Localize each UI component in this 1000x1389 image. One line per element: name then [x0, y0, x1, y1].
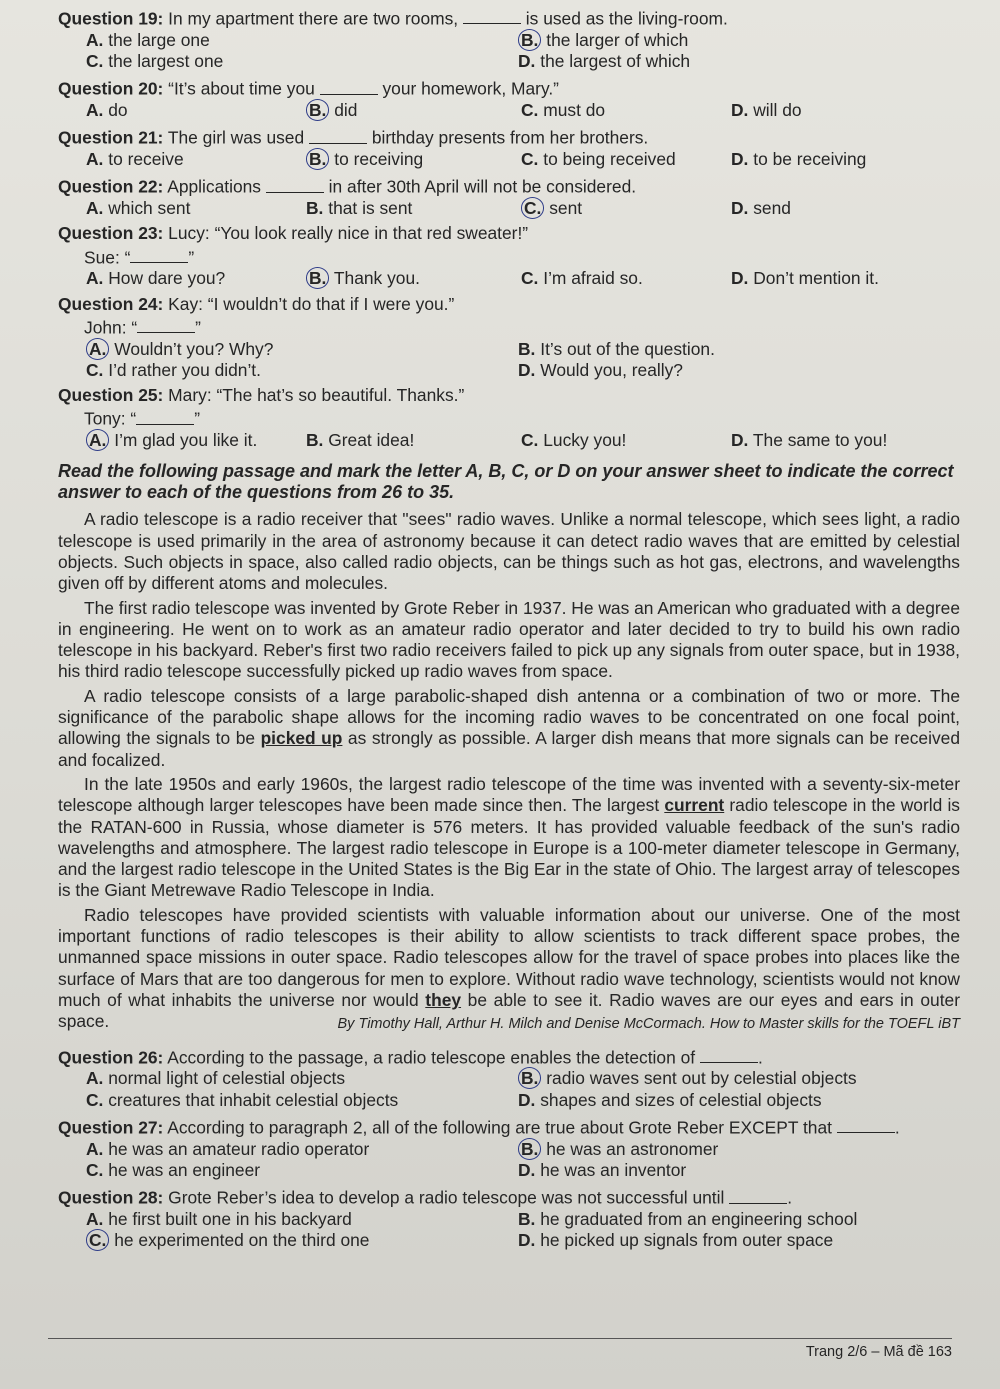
- answer-options: [58, 100, 960, 121]
- answer-option-d[interactable]: [518, 51, 948, 72]
- option-text: did: [329, 99, 358, 120]
- question-text-end: .: [757, 1047, 763, 1068]
- speaker-label: Tony: “: [84, 408, 137, 429]
- option-letter: D.: [518, 50, 536, 71]
- answer-option-a[interactable]: [86, 149, 306, 170]
- passage-source: By Timothy Hall, Arthur H. Milch and Denise McCormach. How to Master skills for the TOEFL iBT: [337, 1015, 960, 1032]
- question: [58, 385, 960, 451]
- question: [58, 6, 960, 72]
- question: [58, 1045, 960, 1111]
- question: [58, 125, 960, 170]
- option-text: It’s out of the question.: [535, 338, 715, 359]
- option-text: to be receiving: [748, 148, 867, 169]
- passage-paragraph: A radio telescope is a radio receiver that "sees" radio waves. Unlike a normal telescope, which sees light, a radio telescope is used primarily in the area of astronomy because it can detect radio waves that are emitted by celestial objects. Such objects in space, also called radio objects, can be things such as hot gas, electrons, and wavelengths given off by different atoms and molecules.: [58, 509, 960, 594]
- answer-option-d[interactable]: [731, 100, 946, 121]
- question: [58, 174, 960, 219]
- option-letter: D.: [518, 1160, 536, 1181]
- question-text: The girl was used: [163, 127, 309, 148]
- question-stem: [58, 1185, 960, 1209]
- answer-option-c[interactable]: [86, 1090, 518, 1111]
- paragraph-text: In the late 1950s and early 1960s, the largest radio telescope of the time was invented with a seventy-six-meter telescope although larger telescopes have been made since then. The largest: [58, 773, 960, 816]
- question-text-end: .: [894, 1117, 900, 1138]
- answer-option-d[interactable]: [731, 430, 946, 451]
- option-letter: D.: [731, 268, 749, 289]
- question-text: Kay: “I wouldn’t do that if I were you.”: [163, 293, 455, 314]
- option-letter: A.: [86, 1209, 104, 1230]
- question: [58, 294, 960, 382]
- option-letter: C.: [86, 50, 104, 71]
- option-text: I’m glad you like it.: [109, 430, 258, 451]
- answer-blank: [130, 245, 188, 263]
- question-number: Question 23:: [58, 223, 164, 244]
- question-text: Grote Reber’s idea to develop a radio telescope was not successful until: [163, 1187, 730, 1208]
- option-text: creatures that inhabit celestial objects: [103, 1089, 399, 1110]
- option-letter: A.: [86, 429, 109, 451]
- question-text-end: in after 30th April will not be considered.: [323, 176, 637, 197]
- question-text-end: .: [787, 1187, 793, 1208]
- answer-option-a[interactable]: [86, 1139, 518, 1160]
- option-letter: B.: [306, 148, 329, 170]
- option-letter: D.: [518, 359, 536, 380]
- answer-options: [58, 149, 960, 170]
- question-number: Question 25:: [58, 385, 164, 406]
- answer-option-b[interactable]: [306, 430, 521, 451]
- question: [58, 1115, 960, 1181]
- highlighted-word: picked up: [260, 728, 343, 749]
- option-letter: A.: [86, 99, 104, 120]
- question-text: “It’s about time you: [163, 78, 320, 99]
- paragraph-text: radio telescope in the world is the RATAN-600 in Russia, whose diameter is 576 meters. It has provided valuable feedback of the sun's radio wavelengths and atmosphere. The largest radio telescope in Europe is a 100-meter diameter telescope in Germany, and the largest radio telescope in the United States is the Big Ear in the state of Ohio. The largest array of telescopes is the Giant Metrewave Radio Telescope in India.: [58, 795, 960, 901]
- option-letter: A.: [86, 1068, 104, 1089]
- answer-option-a[interactable]: [86, 430, 306, 451]
- option-letter: D.: [731, 197, 749, 218]
- answer-option-d[interactable]: [731, 268, 946, 289]
- questions-26-28: [58, 1045, 960, 1252]
- option-text: the largest of which: [535, 50, 691, 71]
- answer-option-b[interactable]: [518, 1068, 948, 1089]
- question-text: Applications: [163, 176, 266, 197]
- question: [58, 223, 960, 289]
- option-letter: A.: [86, 338, 109, 360]
- reading-passage: [58, 509, 960, 1032]
- answer-option-a[interactable]: [86, 339, 518, 360]
- question-text: Lucy: “You look really nice in that red sweater!”: [163, 223, 529, 244]
- answer-option-c[interactable]: [86, 360, 518, 381]
- answer-blank: [320, 76, 378, 94]
- option-text: shapes and sizes of celestial objects: [535, 1089, 822, 1110]
- answer-option-c[interactable]: [86, 51, 518, 72]
- option-text: I’m afraid so.: [538, 268, 643, 289]
- question-stem: [58, 223, 960, 244]
- answer-option-d[interactable]: [731, 149, 946, 170]
- question-text: Mary: “The hat’s so beautiful. Thanks.”: [163, 385, 465, 406]
- answer-options: [58, 1209, 960, 1252]
- answer-option-d[interactable]: [518, 1230, 948, 1251]
- answer-options: [58, 268, 960, 289]
- answer-option-c[interactable]: [86, 1230, 518, 1251]
- answer-blank: [837, 1115, 895, 1133]
- answer-option-b[interactable]: [306, 149, 521, 170]
- option-text: radio waves sent out by celestial objects: [541, 1068, 857, 1089]
- page-footer: Trang 2/6 – Mã đề 163: [48, 1338, 952, 1363]
- question-stem: [58, 125, 960, 149]
- question-text: In my apartment there are two rooms,: [163, 8, 463, 29]
- answer-option-c[interactable]: [521, 430, 731, 451]
- answer-options: [58, 1068, 960, 1111]
- question-text-end: birthday presents from her brothers.: [366, 127, 649, 148]
- option-text: he graduated from an engineering school: [535, 1209, 858, 1230]
- question-number: Question 21:: [58, 127, 164, 148]
- passage-paragraph: [58, 774, 960, 902]
- option-letter: B.: [306, 267, 329, 289]
- option-letter: C.: [86, 1229, 109, 1251]
- response-line: [58, 245, 960, 269]
- answer-option-a[interactable]: [86, 1209, 518, 1230]
- option-letter: B.: [306, 99, 329, 121]
- answer-blank: [136, 406, 194, 424]
- option-letter: C.: [521, 268, 539, 289]
- option-text: to receiving: [329, 148, 424, 169]
- question-text-end: is used as the living-room.: [520, 8, 728, 29]
- option-letter: D.: [731, 430, 749, 451]
- speaker-label: Sue: “: [84, 246, 131, 267]
- answer-option-c[interactable]: [521, 198, 731, 219]
- highlighted-word: they: [425, 989, 462, 1010]
- question-number: Question 19:: [58, 8, 164, 29]
- question-stem: [58, 6, 960, 30]
- option-letter: B.: [518, 29, 541, 51]
- question-stem: [58, 294, 960, 315]
- answer-blank: [137, 315, 195, 333]
- option-letter: B.: [518, 1138, 541, 1160]
- answer-option-c[interactable]: [521, 100, 731, 121]
- answer-options: [58, 1139, 960, 1182]
- answer-options: [58, 339, 960, 382]
- option-letter: C.: [521, 148, 539, 169]
- answer-blank: [309, 125, 367, 143]
- option-text: the larger of which: [541, 29, 689, 50]
- paragraph-text: Radio telescopes have provided scientists with valuable information about our universe. One of the most important functions of radio telescopes is their ability to allow scientists to track different space probes, the unmanned space missions in outer space. Radio telescopes allow for the travel of space probes into places like the surface of Mars that are too dangerous for men to explore. Without radio wave technology, scientists would not know much of what inhabits the universe nor would: [58, 904, 960, 1010]
- passage-paragraph: [58, 686, 960, 771]
- answer-option-d[interactable]: [731, 198, 946, 219]
- question: [58, 76, 960, 121]
- option-letter: B.: [518, 1209, 536, 1230]
- option-text: How dare you?: [103, 268, 226, 289]
- highlighted-word: current: [664, 795, 725, 816]
- questions-19-25: [58, 6, 960, 451]
- reading-instruction: Read the following passage and mark the letter A, B, C, or D on your answer sheet to indicate the correct answer to each of the questions from 26 to 35.: [58, 461, 954, 503]
- option-text: Lucky you!: [538, 430, 627, 451]
- option-text: do: [103, 99, 128, 120]
- option-letter: C.: [521, 430, 539, 451]
- question-number: Question 24:: [58, 293, 164, 314]
- option-text: Would you, really?: [535, 359, 683, 380]
- answer-option-b[interactable]: [518, 30, 948, 51]
- option-text: Great idea!: [323, 430, 415, 451]
- option-text: to receive: [103, 148, 184, 169]
- answer-option-b[interactable]: [518, 1209, 948, 1230]
- paragraph-text: A radio telescope consists of a large parabolic-shaped dish antenna or a combination of two or more. The significance of the parabolic shape allows for the incoming radio waves to be concentrated on one focal point, allowing the signals to be: [58, 685, 960, 749]
- answer-option-a[interactable]: [86, 198, 306, 219]
- paragraph-text: be able to see it. Radio waves are our eyes and ears in outer space.: [58, 989, 960, 1032]
- option-letter: B.: [518, 1067, 541, 1089]
- question-number: Question 28:: [58, 1187, 164, 1208]
- answer-option-b[interactable]: [518, 339, 948, 360]
- passage-paragraph: The first radio telescope was invented by Grote Reber in 1937. He was an American who graduated with a degree in engineering. He went on to work as an amateur radio operator and later decided to try to build his own radio telescope in his backyard. Reber's first two radio receivers failed to pick up any signals from outer space, but in 1938, his third radio telescope successfully picked up radio waves from space.: [58, 597, 960, 682]
- option-text: which sent: [103, 197, 191, 218]
- question-stem: [58, 1115, 960, 1139]
- option-text: he was an astronomer: [541, 1138, 719, 1159]
- option-text: he experimented on the third one: [109, 1230, 370, 1251]
- speaker-quote-end: ”: [195, 317, 201, 338]
- answer-options: [58, 30, 960, 73]
- answer-option-a[interactable]: [86, 100, 306, 121]
- option-text: the largest one: [103, 50, 224, 71]
- answer-options: [58, 198, 960, 219]
- question-text: According to the passage, a radio telescope enables the detection of: [163, 1047, 700, 1068]
- speaker-label: John: “: [84, 317, 138, 338]
- option-letter: C.: [86, 1089, 104, 1110]
- option-letter: A.: [86, 1138, 104, 1159]
- option-text: he was an inventor: [535, 1160, 687, 1181]
- response-line: [58, 406, 960, 430]
- answer-option-b[interactable]: [306, 198, 521, 219]
- answer-option-d[interactable]: [518, 360, 948, 381]
- speaker-quote-end: ”: [188, 246, 195, 267]
- option-text: he picked up signals from outer space: [535, 1230, 834, 1251]
- option-letter: A.: [86, 148, 104, 169]
- option-letter: C.: [86, 1160, 104, 1181]
- response-line: [58, 315, 960, 339]
- answer-option-b[interactable]: [518, 1139, 948, 1160]
- answer-blank: [700, 1045, 758, 1063]
- answer-option-a[interactable]: [86, 1068, 518, 1089]
- answer-options: [58, 430, 960, 451]
- option-text: will do: [748, 99, 802, 120]
- answer-blank: [266, 174, 324, 192]
- answer-option-a[interactable]: [86, 268, 306, 289]
- answer-option-b[interactable]: [306, 100, 521, 121]
- option-letter: B.: [306, 197, 324, 218]
- option-letter: A.: [86, 268, 104, 289]
- question-text-end: your homework, Mary.”: [377, 78, 559, 99]
- question-stem: [58, 385, 960, 406]
- answer-option-c[interactable]: [86, 1160, 518, 1181]
- option-text: to being received: [538, 148, 676, 169]
- option-letter: C.: [521, 197, 544, 219]
- option-text: Don’t mention it.: [748, 268, 879, 289]
- option-text: that is sent: [323, 197, 413, 218]
- question-text: According to paragraph 2, all of the following are true about Grote Reber EXCEPT that: [163, 1117, 837, 1138]
- answer-option-b[interactable]: [306, 268, 521, 289]
- question-number: Question 22:: [58, 176, 164, 197]
- option-letter: A.: [86, 29, 104, 50]
- answer-option-a[interactable]: [86, 30, 518, 51]
- question-stem: [58, 1045, 960, 1069]
- answer-option-d[interactable]: [518, 1160, 948, 1181]
- option-text: The same to you!: [748, 430, 888, 451]
- question-stem: [58, 174, 960, 198]
- option-text: must do: [538, 99, 606, 120]
- answer-option-c[interactable]: [521, 268, 731, 289]
- answer-option-c[interactable]: [521, 149, 731, 170]
- speaker-quote-end: ”: [194, 408, 200, 429]
- option-text: he was an amateur radio operator: [103, 1138, 370, 1159]
- option-letter: D.: [731, 99, 749, 120]
- option-letter: B.: [306, 430, 324, 451]
- question-stem: [58, 76, 960, 100]
- option-text: he was an engineer: [103, 1160, 261, 1181]
- question-number: Question 20:: [58, 78, 164, 99]
- paragraph-text: as strongly as possible. A larger dish means that more signals can be received and focalized.: [58, 728, 960, 770]
- answer-blank: [729, 1185, 787, 1203]
- question: [58, 1185, 960, 1251]
- option-letter: D.: [731, 148, 749, 169]
- question-number: Question 26:: [58, 1047, 164, 1068]
- option-letter: D.: [518, 1089, 536, 1110]
- answer-blank: [463, 6, 521, 24]
- option-letter: D.: [518, 1230, 536, 1251]
- option-letter: B.: [518, 338, 536, 359]
- answer-option-d[interactable]: [518, 1090, 948, 1111]
- option-letter: C.: [86, 359, 104, 380]
- option-letter: C.: [521, 99, 539, 120]
- option-letter: A.: [86, 197, 104, 218]
- option-text: Wouldn’t you? Why?: [109, 338, 274, 359]
- option-text: I’d rather you didn’t.: [103, 359, 261, 380]
- option-text: send: [748, 197, 791, 218]
- option-text: he first built one in his backyard: [103, 1209, 352, 1230]
- question-number: Question 27:: [58, 1117, 164, 1138]
- option-text: sent: [544, 197, 583, 218]
- option-text: Thank you.: [329, 268, 420, 289]
- option-text: normal light of celestial objects: [103, 1068, 346, 1089]
- option-text: the large one: [103, 29, 210, 50]
